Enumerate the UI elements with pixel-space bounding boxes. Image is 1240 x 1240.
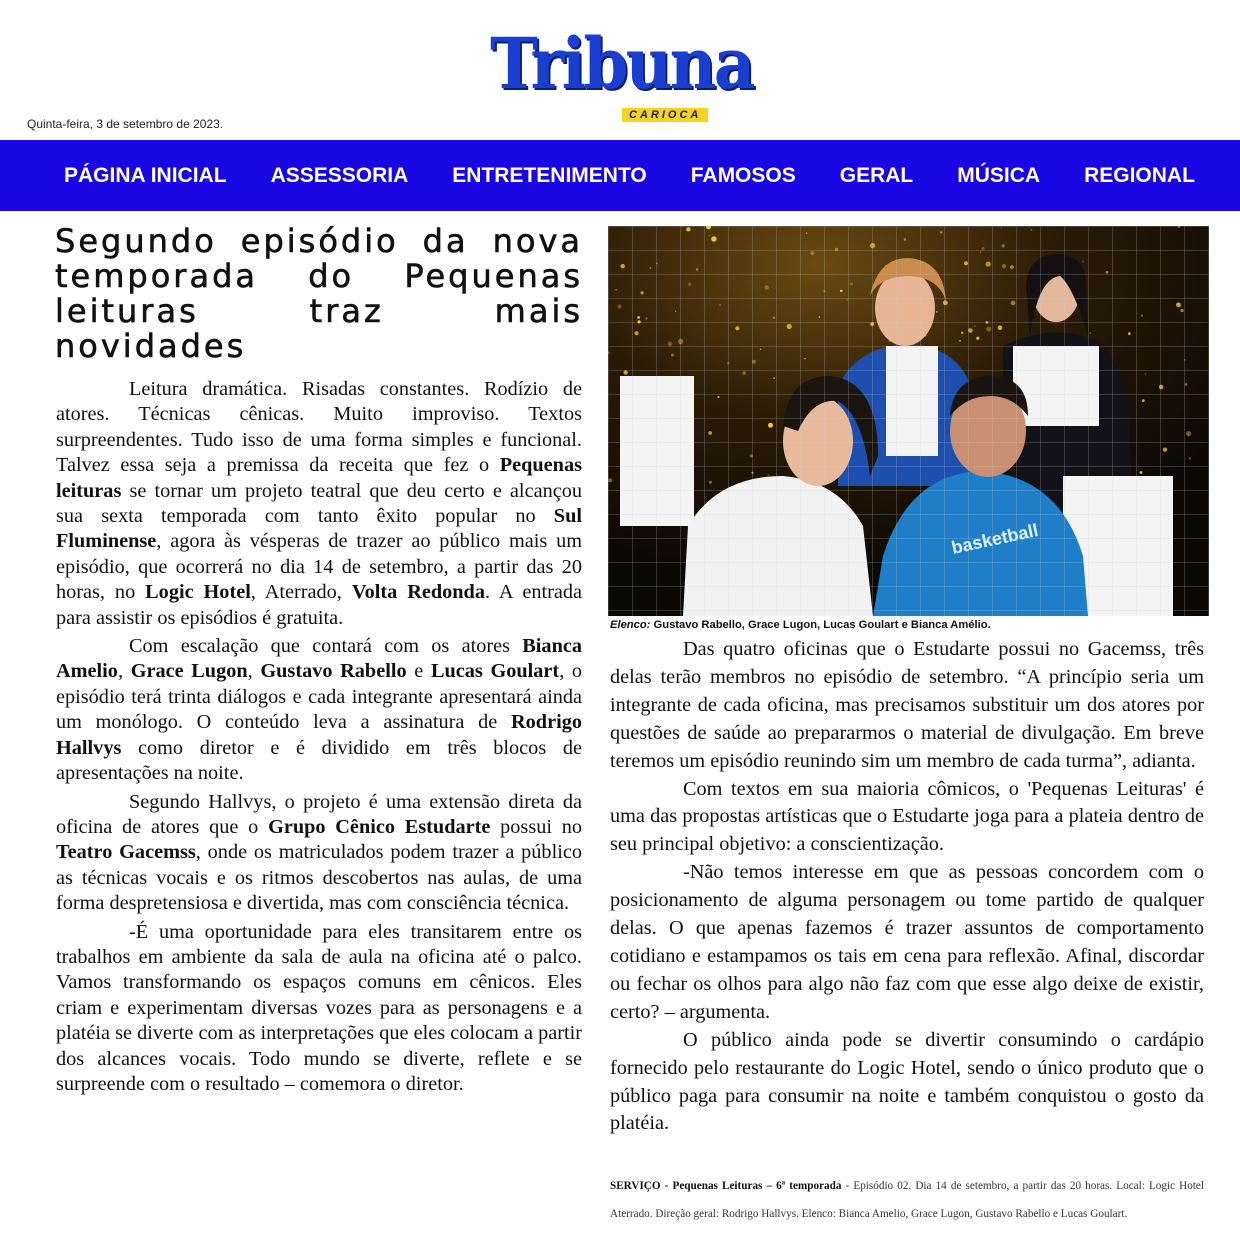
article-column-right [610,636,1204,1138]
service-info: SERVIÇO - Pequenas Leituras – 6ª temporada - Episódio 02. Dia 14 de setembro, a partir das 20 horas. Local: Logic Hotel Aterrado. Direção geral: Rodrigo Hallvys. Elenco: Bianca Amelio, Grace Lugon, Gustavo Rabello e Lucas Goulart. [610,1180,1204,1220]
cast-photo[interactable] [608,226,1209,616]
article-paragraph: Leitura dramática. Risadas constantes. Rodízio de atores. Técnicas cênicas. Muito improviso. Textos surpreendentes. Tudo isso de uma forma simples e funcional. Talvez essa seja a premissa da receita que fez o Pequenas leituras se tornar um projeto teatral que deu certo e alcançou sua sexta temporada com tanto êxito popular no Sul Fluminense, agora às vésperas de trazer ao público mais um episódio, que ocorrerá no dia 14 de setembro, a partir das 20 horas, no Logic Hotel, Aterrado, Volta Redonda. A entrada para assistir os episódios é gratuita. [56,378,582,629]
logo-wordmark: Tribuna [490,22,753,105]
article-column-left [56,377,582,1097]
nav-item-regional[interactable]: REGIONAL [1084,163,1195,187]
main-nav [0,140,1240,211]
article-paragraph: O público ainda pode se divertir consumindo o cardápio fornecido pelo restaurante do Logic Hotel, sendo o único produto que o público paga para consumir na noite e também conquistou o gosto da platéia. [610,1028,1204,1135]
article-paragraph: -Não temos interesse em que as pessoas concordem com o posicionamento de alguma personagem ou tome partido de qualquer delas. O que apenas fazemos é trazer assuntos de comportamento cotidiano e estampamos os tais em cena para reflexão. Afinal, discordar ou fechar os olhos para algo não faz com que esse algo deixe de existir, certo? – argumenta. [610,861,1204,1023]
article-paragraph: Segundo Hallvys, o projeto é uma extensão direta da oficina de atores que o Grupo Cênico Estudarte possui no Teatro Gacemss, onde os matriculados podem trazer a público as técnicas vocais e os ritmos descobertos nas aulas, de uma forma despretensiosa e divertida, mas com consciência técnica. [56,790,583,915]
article-paragraph: Com textos em sua maioria cômicos, o 'Pequenas Leituras' é uma das propostas artísticas que o Estudarte joga para a plateia dentro de seu principal objetivo: a conscientização. [610,777,1204,856]
nav-item-famosos[interactable]: FAMOSOS [690,163,796,187]
date-line: Quinta-feira, 3 de setembro de 2023. [27,117,224,131]
logo-subtitle: CARIOCA [622,108,708,122]
article-paragraph: Com escalação que contará com os atores Bianca Amelio, Grace Lugon, Gustavo Rabello e Lucas Goulart, o episódio terá trinta diálogos e cada integrante apresentará ainda um monólogo. O conteúdo leva a assinatura de Rodrigo Hallvys como diretor e é dividido em três blocos de apresentações na noite. [56,635,583,785]
article-headline: Segundo episódio da nova temporada do Pequenas leituras traz mais novidades [55,222,583,365]
cast-photo-illustration [608,226,1209,616]
nav-item-assessoria[interactable]: ASSESSORIA [270,163,409,187]
nav-item-entretenimento[interactable]: ENTRETENIMENTO [452,163,647,187]
article-paragraph: -É uma oportunidade para eles transitarem entre os trabalhos em ambiente da sala de aula na oficina até o palco. Vamos transformando os espaços comuns em cênicos. Eles criam e experimentam diversas vozes para as personagens e a platéia se diverte com as interpretações que eles colocam a partir dos alcances vocais. Todo mundo se diverte, reflete e se surpreende com o resultado – comemora o diretor. [56,920,582,1095]
article-paragraph: Das quatro oficinas que o Estudarte possui no Gacemss, três delas terão membros no episódio de setembro. “A princípio seria um integrante de cada oficina, mas precisamos substituir um dos atores por questões de saúde ao prepararmos o material de divulgação. Em breve teremos um episódio reunindo sim um membro de cada turma”, adianta. [610,638,1204,772]
nav-item-pagina-inicial[interactable]: PÁGINA INICIAL [64,163,227,187]
photo-caption: Elenco: Gustavo Rabello, Grace Lugon, Lucas Goulart e Bianca Amélio. [610,619,991,631]
nav-item-musica[interactable]: MÚSICA [957,163,1041,187]
tribuna-logo[interactable] [490,22,753,134]
nav-item-geral[interactable]: GERAL [839,163,914,187]
